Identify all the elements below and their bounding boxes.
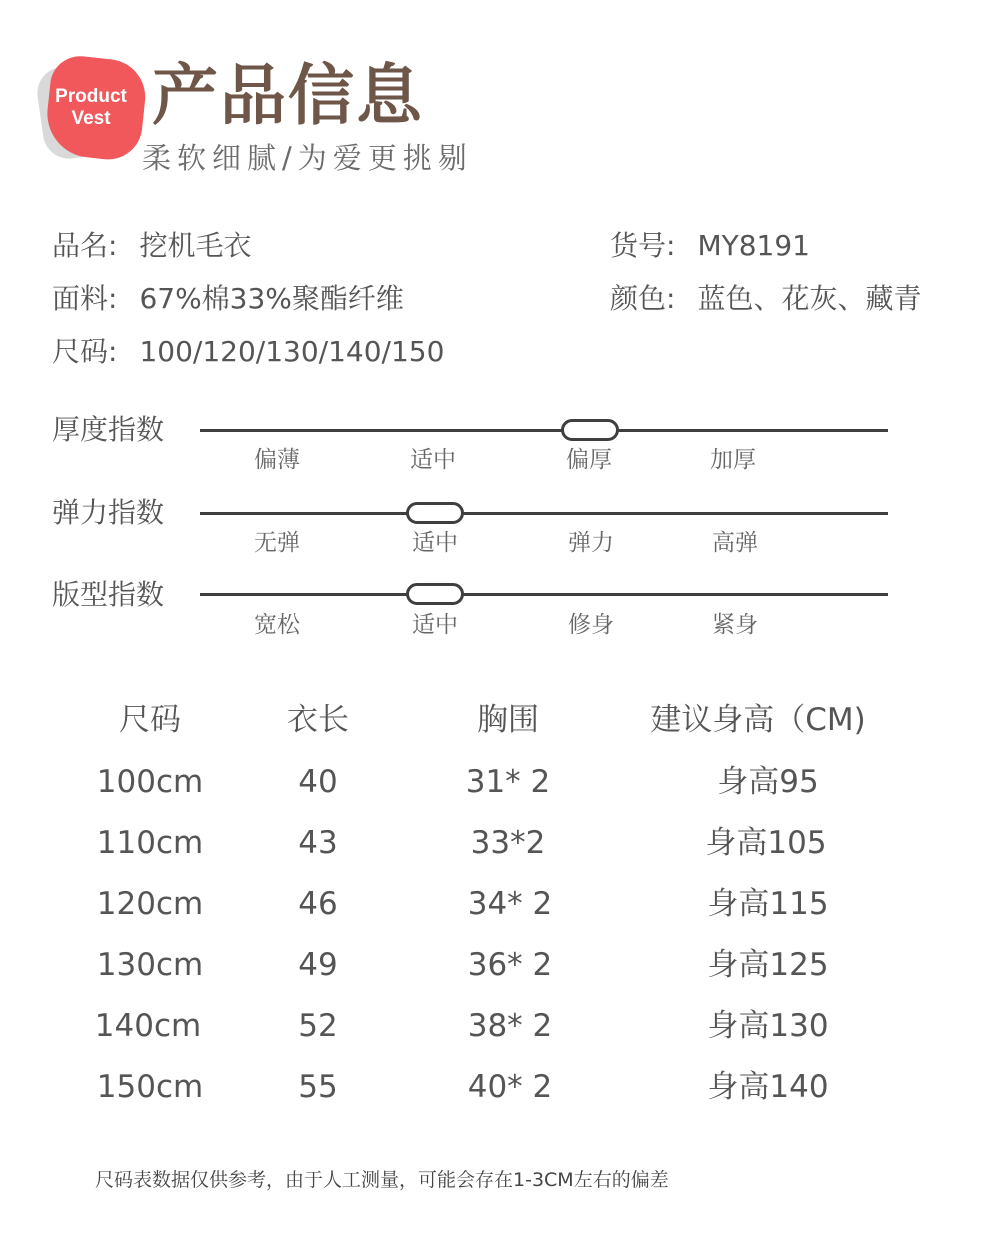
- table-cell-size: 130cm: [96, 947, 204, 983]
- thickness-index-track: [200, 429, 888, 432]
- thickness-option-4: 加厚: [710, 447, 756, 473]
- table-cell-length: 55: [298, 1069, 338, 1105]
- table-cell-size: 110cm: [96, 825, 204, 861]
- elasticity-option-2: 适中: [412, 530, 458, 556]
- info-sku-value: MY8191: [697, 229, 810, 262]
- info-size-value: 100/120/130/140/150: [139, 335, 445, 368]
- logo-line-1: Product: [55, 86, 127, 107]
- table-cell-height: 身高140: [707, 1069, 829, 1105]
- info-fabric: [52, 281, 404, 317]
- fit-option-4: 紧身: [712, 612, 758, 638]
- thickness-index-label: 厚度指数: [52, 413, 165, 446]
- info-sku: [610, 228, 810, 264]
- table-cell-chest: 38* 2: [467, 1008, 553, 1044]
- fit-index-label: 版型指数: [52, 578, 165, 611]
- table-header-length: 衣长: [287, 702, 349, 738]
- info-color-label: 颜色:: [610, 282, 676, 315]
- info-name-value: 挖机毛衣: [139, 229, 252, 262]
- table-cell-height: 身高115: [707, 886, 829, 922]
- table-cell-size: 150cm: [96, 1069, 204, 1105]
- elasticity-option-4: 高弹: [712, 530, 758, 556]
- elasticity-option-3: 弹力: [568, 530, 614, 556]
- elasticity-option-1: 无弹: [254, 530, 300, 556]
- table-cell-size: 140cm: [94, 1008, 202, 1044]
- table-cell-length: 49: [298, 947, 338, 983]
- info-size: [52, 334, 444, 370]
- table-cell-chest: 40* 2: [467, 1069, 553, 1105]
- thickness-index-marker: [561, 419, 619, 441]
- info-fabric-label: 面料:: [52, 282, 118, 315]
- logo-text: [36, 86, 146, 130]
- fit-index-track: [200, 593, 888, 596]
- brand-logo: [36, 56, 146, 166]
- elasticity-index-marker: [406, 502, 464, 524]
- fit-option-1: 宽松: [254, 612, 300, 638]
- thickness-option-3: 偏厚: [566, 447, 612, 473]
- elasticity-index-track: [200, 512, 888, 515]
- table-header-size: 尺码: [119, 702, 181, 738]
- table-cell-size: 120cm: [96, 886, 204, 922]
- page-subtitle: 柔软细腻/为爱更挑剔: [142, 141, 473, 175]
- info-fabric-value: 67%棉33%聚酯纤维: [139, 282, 404, 315]
- info-color-value: 蓝色、花灰、藏青: [697, 282, 922, 315]
- table-cell-height: 身高105: [705, 825, 827, 861]
- page-title: 产品信息: [152, 57, 424, 134]
- fit-option-2: 适中: [412, 612, 458, 638]
- elasticity-index-label: 弹力指数: [52, 496, 165, 529]
- table-cell-length: 46: [298, 886, 338, 922]
- table-cell-height: 身高125: [707, 947, 829, 983]
- info-color: [610, 281, 921, 317]
- fit-index-marker: [406, 583, 464, 605]
- info-sku-label: 货号:: [610, 229, 676, 262]
- info-name: [52, 228, 251, 264]
- table-header-height: 建议身高（CM): [650, 702, 866, 738]
- info-name-label: 品名:: [52, 229, 118, 262]
- table-cell-chest: 33*2: [470, 825, 546, 861]
- table-cell-height: 身高95: [717, 764, 819, 800]
- table-header-chest: 胸围: [477, 702, 539, 738]
- fit-option-3: 修身: [568, 612, 614, 638]
- info-size-label: 尺码:: [52, 335, 118, 368]
- measurement-note: 尺码表数据仅供参考，由于人工测量，可能会存在1-3CM左右的偏差: [95, 1169, 669, 1191]
- table-cell-chest: 31* 2: [465, 764, 551, 800]
- table-cell-length: 40: [298, 764, 338, 800]
- thickness-option-2: 适中: [410, 447, 456, 473]
- table-cell-chest: 34* 2: [467, 886, 553, 922]
- thickness-option-1: 偏薄: [254, 447, 300, 473]
- table-cell-length: 52: [298, 1008, 338, 1044]
- table-cell-height: 身高130: [707, 1008, 829, 1044]
- logo-line-2: Vest: [71, 108, 111, 129]
- table-cell-size: 100cm: [96, 764, 204, 800]
- table-cell-chest: 36* 2: [467, 947, 553, 983]
- table-cell-length: 43: [298, 825, 338, 861]
